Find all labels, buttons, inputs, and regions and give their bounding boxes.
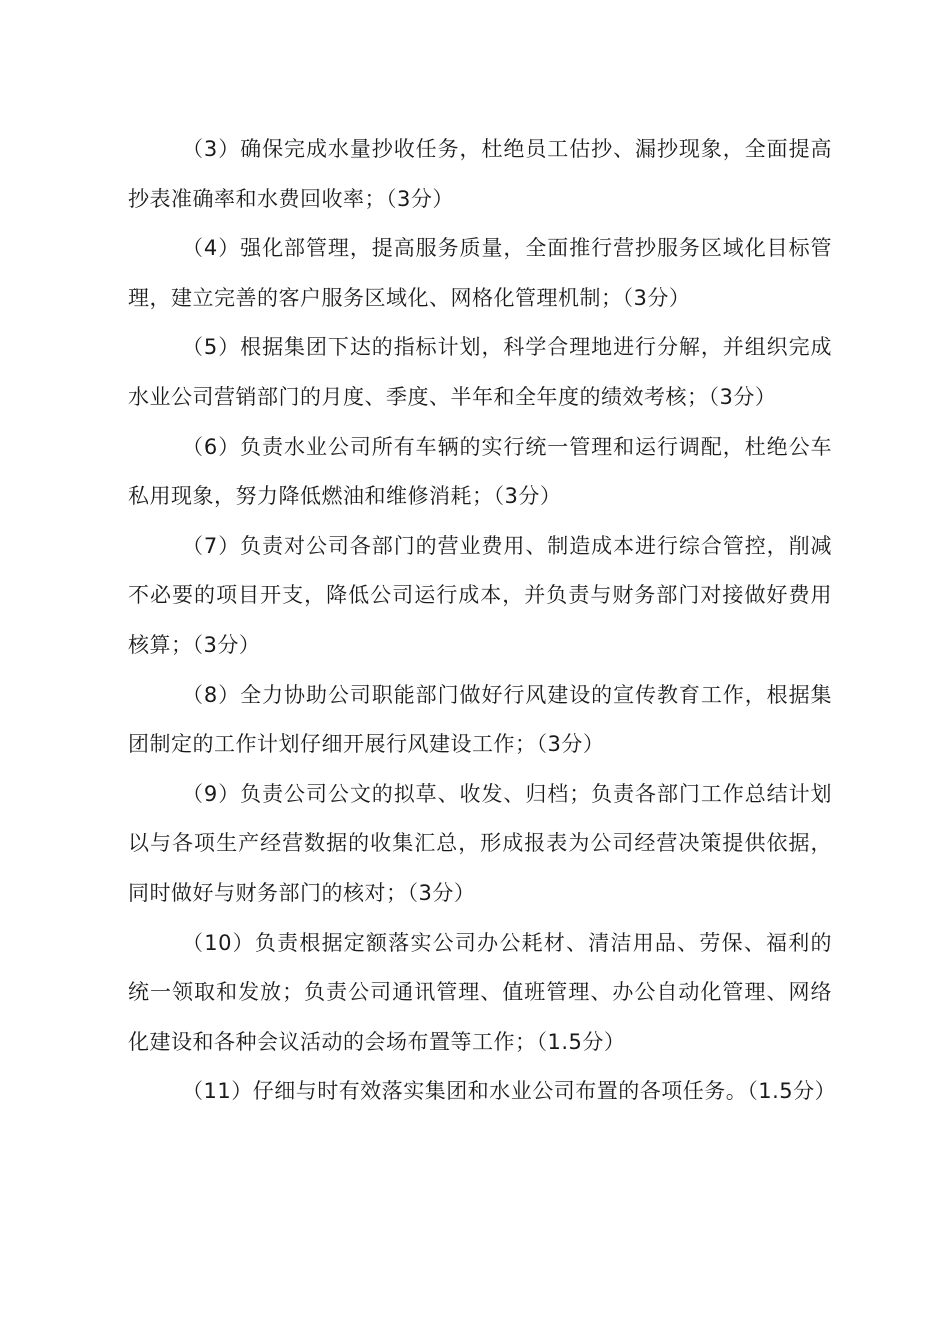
paragraph-item-11: （11）仔细与时有效落实集团和水业公司布置的各项任务。（1.5分） (182, 1079, 837, 1104)
paragraph-item-6: （6）负责水业公司所有车辆的实行统一管理和运行调配，杜绝公车私用现象，努力降低燃油和维修消耗；（3分） (128, 434, 832, 509)
paragraph-item-8: （8）全力协助公司职能部门做好行风建设的宣传教育工作，根据集团制定的工作计划仔细开展行风建设工作；（3分） (128, 682, 832, 757)
paragraph-item-9: （9）负责公司公文的拟草、收发、归档；负责各部门工作总结计划以与各项生产经营数据的收集汇总，形成报表为公司经营决策提供依据，同时做好与财务部门的核对；（3分） (128, 781, 832, 905)
paragraph-item-10: （10）负责根据定额落实公司办公耗材、清洁用品、劳保、福利的统一领取和发放；负责公司通讯管理、值班管理、办公自动化管理、网络化建设和各种会议活动的会场布置等工作；（1.5分） (128, 930, 832, 1054)
paragraph-item-5: （5）根据集团下达的指标计划，科学合理地进行分解，并组织完成水业公司营销部门的月度、季度、半年和全年度的绩效考核；（3分） (128, 335, 832, 409)
paragraph-item-3: （3）确保完成水量抄收任务，杜绝员工估抄、漏抄现象，全面提高抄表准确率和水费回收率；（3分） (128, 137, 832, 211)
paragraph-item-4: （4）强化部管理，提高服务质量，全面推行营抄服务区域化目标管理，建立完善的客户服务区域化、网格化管理机制；（3分） (128, 236, 832, 310)
document-body (128, 125, 837, 1117)
paragraph-item-7: （7）负责对公司各部门的营业费用、制造成本进行综合管控，削减不必要的项目开支，降低公司运行成本，并负责与财务部门对接做好费用核算；（3分） (128, 533, 832, 657)
